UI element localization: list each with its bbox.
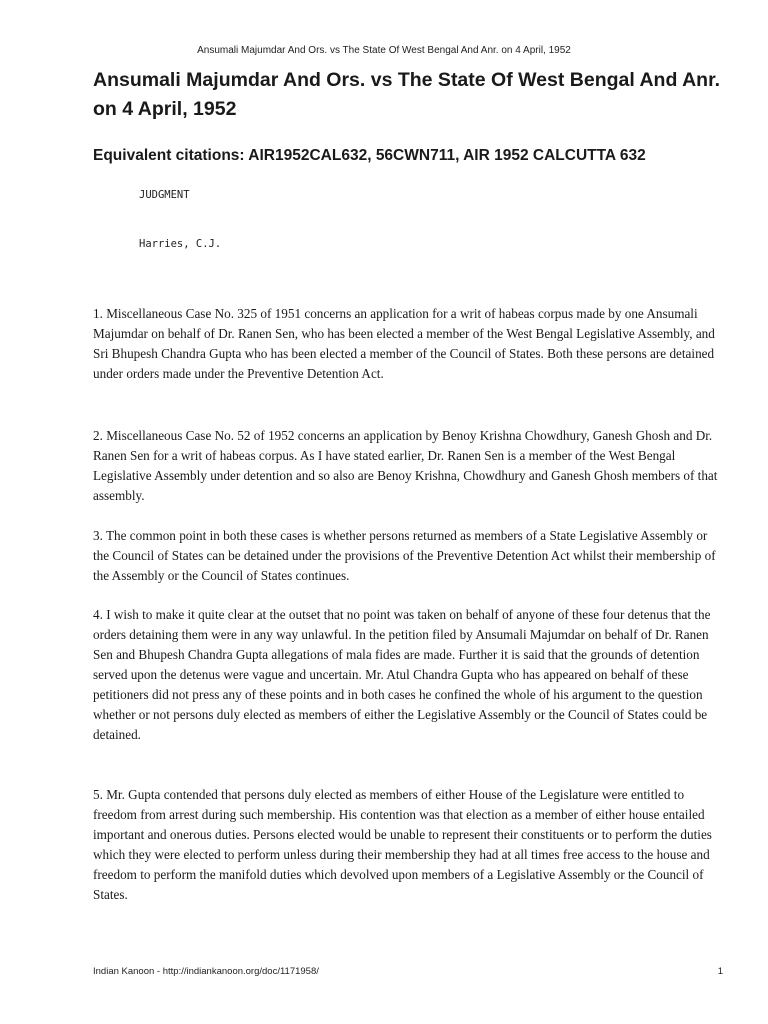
paragraph-5: 5. Mr. Gupta contended that persons duly elected as members of either House of the Legislature were entitled to freedom from arrest during such membership. His contention was that election as a member of either house entailed important and onerous duties. Persons elected would be unable to represent their constituents or to perform the duties which they were elected to perform unless during their membership they had at all times free access to the house and freedom to perform the manifold duties which devolved upon members of a Legislative Assembly or the Council of States. [93, 787, 712, 902]
page-number: 1 [717, 966, 723, 977]
judge-name: Harries, C.J. [139, 238, 222, 250]
equivalent-citations: Equivalent citations: AIR1952CAL632, 56CWN711, AIR 1952 CALCUTTA 632 [93, 147, 646, 164]
paragraph-1: 1. Miscellaneous Case No. 325 of 1951 concerns an application for a writ of habeas corpus made by one Ansumali Majumdar on behalf of Dr. Ranen Sen, who has been elected a member of the West Bengal Legislative Assembly, and Sri Bhupesh Chandra Gupta who has been elected a member of the Council of States. Both these persons are detained under orders made under the Preventive Detention Act. [93, 306, 715, 381]
running-header: Ansumali Majumdar And Ors. vs The State Of West Bengal And Anr. on 4 April, 1952 [197, 45, 571, 56]
paragraph-4: 4. I wish to make it quite clear at the outset that no point was taken on behalf of anyone of these four detenus that the orders detaining them were in any way unlawful. In the petition filed by Ansumali Majumdar on behalf of Dr. Ranen Sen and Bhupesh Chandra Gupta allegations of mala fides are made. Further it is said that the grounds of detention served upon the detenus were vague and uncertain. Mr. Atul Chandra Gupta who has appeared on behalf of these petitioners did not press any of these points and in both cases he confined the whole of his argument to the question whether or not persons duly elected as members of either the Legislative Assembly or the Council of States could be detained. [93, 607, 711, 742]
page-title: Ansumali Majumdar And Ors. vs The State Of West Bengal And Anr. on 4 April, 1952 [93, 69, 720, 120]
judgment-heading: JUDGMENT [139, 189, 190, 201]
paragraph-2: 2. Miscellaneous Case No. 52 of 1952 concerns an application by Benoy Krishna Chowdhury, Ganesh Ghosh and Dr. Ranen Sen for a writ of habeas corpus. As I have stated earlier, Dr. Ranen Sen is a member of the West Bengal Legislative Assembly under detention and so also are Benoy Krishna, Chowdhury and Ganesh Ghosh members of that assembly. [93, 428, 718, 503]
paragraph-3: 3. The common point in both these cases is whether persons returned as members of a State Legislative Assembly or the Council of States can be detained under the provisions of the Preventive Detention Act whilst their membership of the Assembly or the Council of States continues. [93, 528, 716, 583]
footer-source: Indian Kanoon - http://indiankanoon.org/doc/1171958/ [93, 966, 319, 977]
